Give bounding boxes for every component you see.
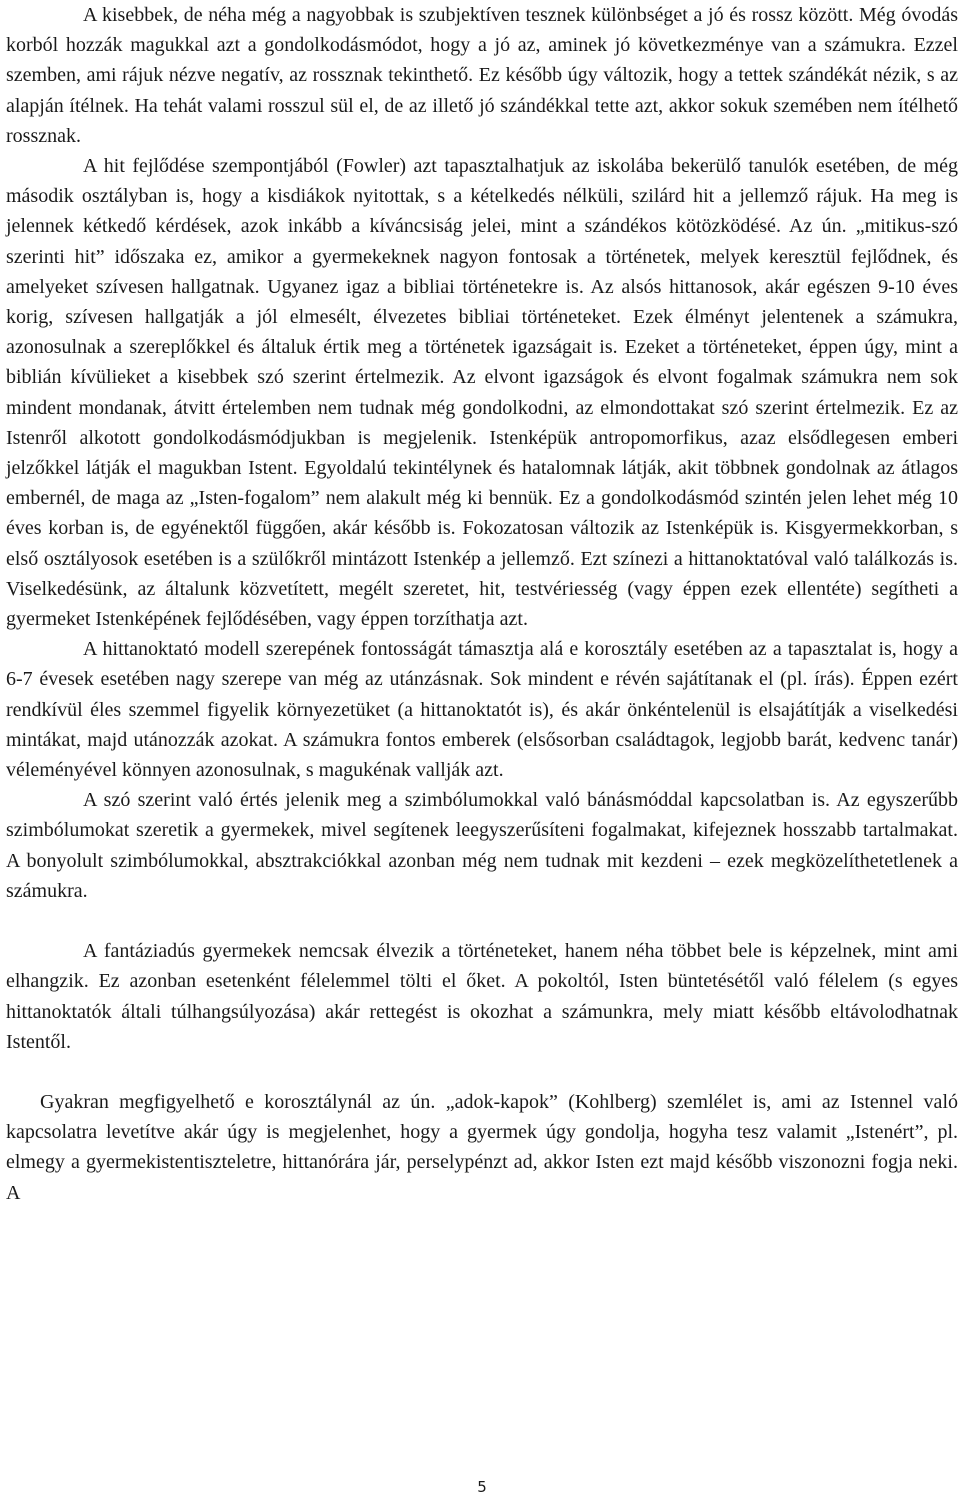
document-page — [6, 0, 958, 1511]
paragraph-teacher-role-model: A hittanoktató modell szerepének fontosságát támasztja alá e korosztály esetében az a tapasztalat is, hogy a 6-7 évesek esetében nagy szerepe van még az utánzásnak. Sok mindent e révén sajátítanak el (pl. írás). Éppen ezért rendkívül éles szemmel figyelik környezetüket (a hittanoktatót is), és akár önkéntelenül is elsajátítják a viselkedési mintákat, majd utánozzák azokat. A számukra fontos emberek (elsősorban családtagok, legjobb barát, kedvenc tanár) véleményével könnyen azonosulnak, s magukénak vallják azt. — [6, 638, 958, 782]
paragraph-faith-development: A hit fejlődése szempontjából (Fowler) azt tapasztalhatjuk az iskolába bekerülő tanulók esetében, de még második osztályban is, hogy a kisdiákok nyitottak, s a kételkedés nélküli, szilárd hit a jellemző rájuk. Ha meg is jelennek kétkedő kérdések, azok inkább a kíváncsiság jelei, mint a szándékos kötözködésé. Az ún. „mitikus-szó szerinti hit” időszaka ez, amikor a gyermekeknek nagyon fontosak a történetek, melyek keresztül fejlődnek, és amelyeket szívesen hallgatnak. Ugyanez igaz a bibliai történetekre is. Az alsós hittanosok, akár egészen 9-10 éves korig, szívesen hallgatják a jól elmesélt, élvezetes bibliai történeteket. Ezek élményt jelentenek a számukra, azonosulnak a szereplőkkel és általuk értik meg a történetek igazságait is. Ezeket a történeteket, éppen úgy, mint a biblián kívülieket a kisebbek szó szerint értelmezik. Az elvont igazságok és elvont fogalmak számukra nem sok mindent mondanak, átvitt értelemben nem tudnak még gondolkodni, az elmondottakat szó szerint értelmezik. Ez az Istenről alkotott gondolkodásmódjukban is megjelenik. Istenképük antropomorfikus, azaz elsődlegesen emberi jelzőkkel látják el magukban Istent. Egyoldalú tekintélynek és hatalomnak látják, akit többnek gondolnak az átlagos embernél, de maga az „Isten-fogalom” nem alakult még ki bennük. Ez a gondolkodásmód szintén jelen lehet még 10 éves korban is, de egyénektől függően, akár később is. Fokozatosan változik az Istenképük is. Kisgyermekkorban, s első osztályosok esetében is a szülőkről mintázott Istenkép a jellemző. Ezt színezi a hittanoktatóval való találkozás is. Viselkedésünk, az általunk közvetített, megélt szeretet, hit, testvériesség (vagy éppen ezek ellentéte) segítheti a gyermeket Istenképének fejlődésében, vagy éppen torzíthatja azt. — [6, 155, 958, 631]
page-number: 5 — [477, 1478, 487, 1496]
paragraph-fantasy-fear: A fantáziadús gyermekek nemcsak élvezik a történeteket, hanem néha többet bele is képzelnek, mint ami elhangzik. Ez azonban esetenként félelemmel tölti el őket. A pokoltól, Isten büntetésétől való félelem (s egyes hittanoktatók általi túlhangsúlyozása) akár rettegést is okozhat a számunkra, mely miatt később eltávolodhatnak Istentől. — [6, 940, 958, 1053]
paragraph-give-and-take: Gyakran megfigyelhető e korosztálynál az ún. „adok-kapok” (Kohlberg) szemlélet is, ami az Istennel való kapcsolatra levetítve akár úgy is megjelenhet, hogy a gyermek úgy gondolja, hogyha tesz valamit „Istenért”, pl. elmegy a gyermekistentiszteletre, hittanórára jár, perselypénzt ad, akkor Isten ezt majd később viszonozni fogja neki. A — [6, 1090, 958, 1204]
paragraph-moral-judgement: A kisebbek, de néha még a nagyobbak is szubjektíven tesznek különbséget a jó és rossz között. Még óvodás korból hozzák magukkal azt a gondolkodásmódot, hogy a jó az, aminek jó következménye van a számukra. Ezzel szemben, ami rájuk nézve negatív, az rossznak tekinthető. Ez később úgy változik, hogy a tettek szándékát nézik, s az alapján ítélnek. Ha tehát valami rosszul sül el, de az illető jó szándékkal tette azt, akkor sokuk szemében nem ítélhető rossznak. — [6, 4, 958, 147]
paragraph-symbols: A szó szerint való értés jelenik meg a szimbólumokkal való bánásmóddal kapcsolatban is. Az egyszerűbb szimbólumokat szeretik a gyermekek, mivel segítenek leegyszerűsíteni fogalmakat, kifejeznek hosszabb tartalmakat. A bonyolult szimbólumokkal, absztrakciókkal azonban még nem tudnak mit kezdeni – ezek megközelíthetetlenek a számukra. — [6, 789, 958, 902]
body-text — [6, 0, 958, 1208]
